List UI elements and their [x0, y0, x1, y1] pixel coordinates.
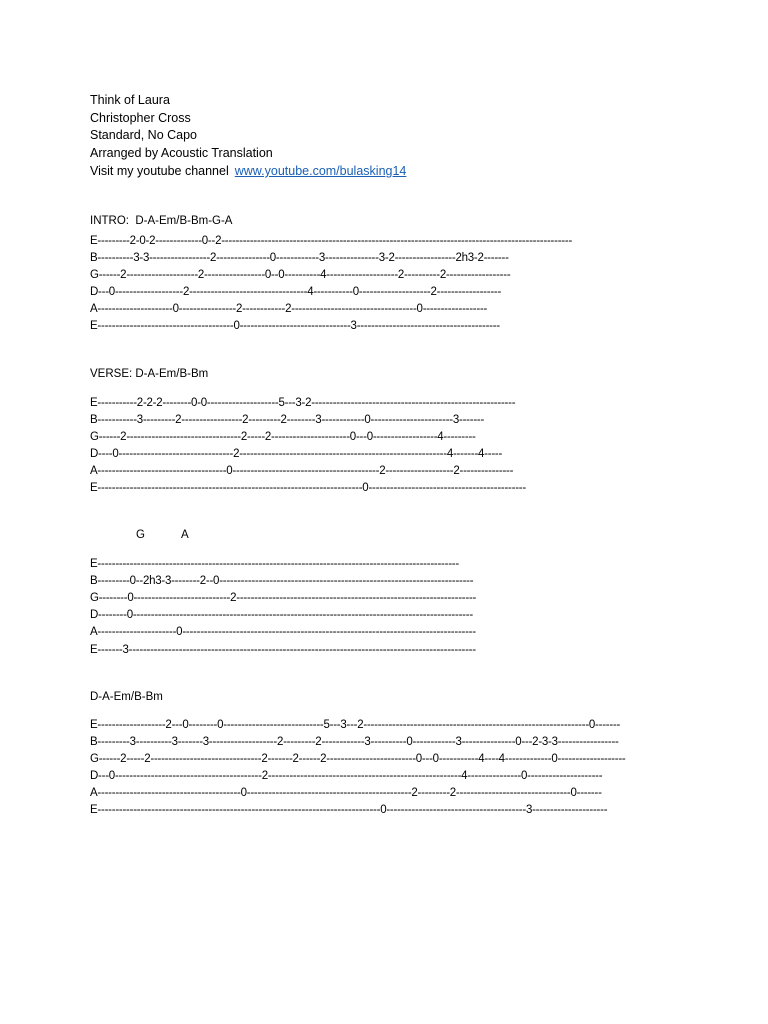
intro-string-e-high: E---------2-0-2-------------0--2-------------------------------------------------------------------------------------------------- — [90, 235, 573, 247]
artist-name: Christopher Cross — [90, 111, 191, 125]
arranger-credit: Arranged by Acoustic Translation — [90, 146, 273, 160]
chord-label-a: A — [181, 529, 189, 541]
youtube-channel-link[interactable]: www.youtube.com/bulasking14 — [234, 164, 407, 178]
intro-heading: INTRO: D-A-Em/B-Bm-G-A — [90, 215, 233, 227]
channel-line — [90, 164, 406, 178]
intro-string-d: D---0-------------------2---------------------------------4-----------0--------------------2------------------ — [90, 286, 502, 298]
bridge-string-g: G--------0---------------------------2------------------------------------------------------------------- — [90, 592, 477, 604]
verse-string-a: A------------------------------------0-----------------------------------------2-------------------2--------------- — [90, 465, 514, 477]
intro-string-b: B----------3-3-----------------2---------------0------------3---------------3-2-----------------2h3-2------- — [90, 252, 509, 264]
intro-string-e-low: E--------------------------------------0-------------------------------3---------------------------------------- — [90, 320, 500, 332]
bridge-string-b: B---------0--2h3-3--------2--0----------------------------------------------------------------------- — [90, 575, 474, 587]
verse-string-e-high: E-----------2-2-2--------0-0--------------------5---3-2--------------------------------------------------------- — [90, 397, 516, 409]
outro-string-a: A----------------------------------------0----------------------------------------------2---------2--------------------------------0------- — [90, 787, 602, 799]
intro-string-a: A---------------------0----------------2------------2-----------------------------------0------------------ — [90, 303, 488, 315]
bridge-string-e-low: E-------3------------------------------------------------------------------------------------------------- — [90, 644, 476, 656]
song-title: Think of Laura — [90, 93, 170, 107]
outro-string-e-low: E-------------------------------------------------------------------------------0---------------------------------------3--------------------- — [90, 804, 608, 816]
bridge-string-a: A----------------------0---------------------------------------------------------------------------------- — [90, 626, 476, 638]
verse-string-b: B-----------3---------2-----------------2---------2--------3------------0-----------------------3------- — [90, 414, 485, 426]
channel-prefix: Visit my youtube channel — [90, 164, 229, 178]
intro-string-g: G------2--------------------2-----------------0--0----------4--------------------2----------2------------------ — [90, 269, 511, 281]
outro-string-d: D---0-----------------------------------------2------------------------------------------------------4---------------0--------------------- — [90, 770, 603, 782]
chord-label-g: G — [136, 529, 145, 541]
outro-string-b: B---------3----------3-------3-------------------2---------2------------3----------0------------3---------------0---2-3-3----------------- — [90, 736, 619, 748]
verse-string-e-low: E--------------------------------------------------------------------------0-------------------------------------------- — [90, 482, 526, 494]
verse-string-d: D----0--------------------------------2----------------------------------------------------------4-------4----- — [90, 448, 503, 460]
outro-string-e-high: E-------------------2---0--------0----------------------------5---3---2---------------------------------------------------------------0------- — [90, 719, 621, 731]
outro-heading: D-A-Em/B-Bm — [90, 691, 163, 703]
outro-string-g: G------2-----2-------------------------------2-------2------2-------------------------0---0-----------4----4-------------0------------------- — [90, 753, 626, 765]
bridge-string-e-high: E----------------------------------------------------------------------------------------------------- — [90, 558, 459, 570]
bridge-string-d: D--------0----------------------------------------------------------------------------------------------- — [90, 609, 473, 621]
tuning-info: Standard, No Capo — [90, 128, 198, 142]
verse-heading: VERSE: D-A-Em/B-Bm — [90, 368, 209, 380]
verse-string-g: G------2--------------------------------2-----2----------------------0---0------------------4--------- — [90, 431, 476, 443]
